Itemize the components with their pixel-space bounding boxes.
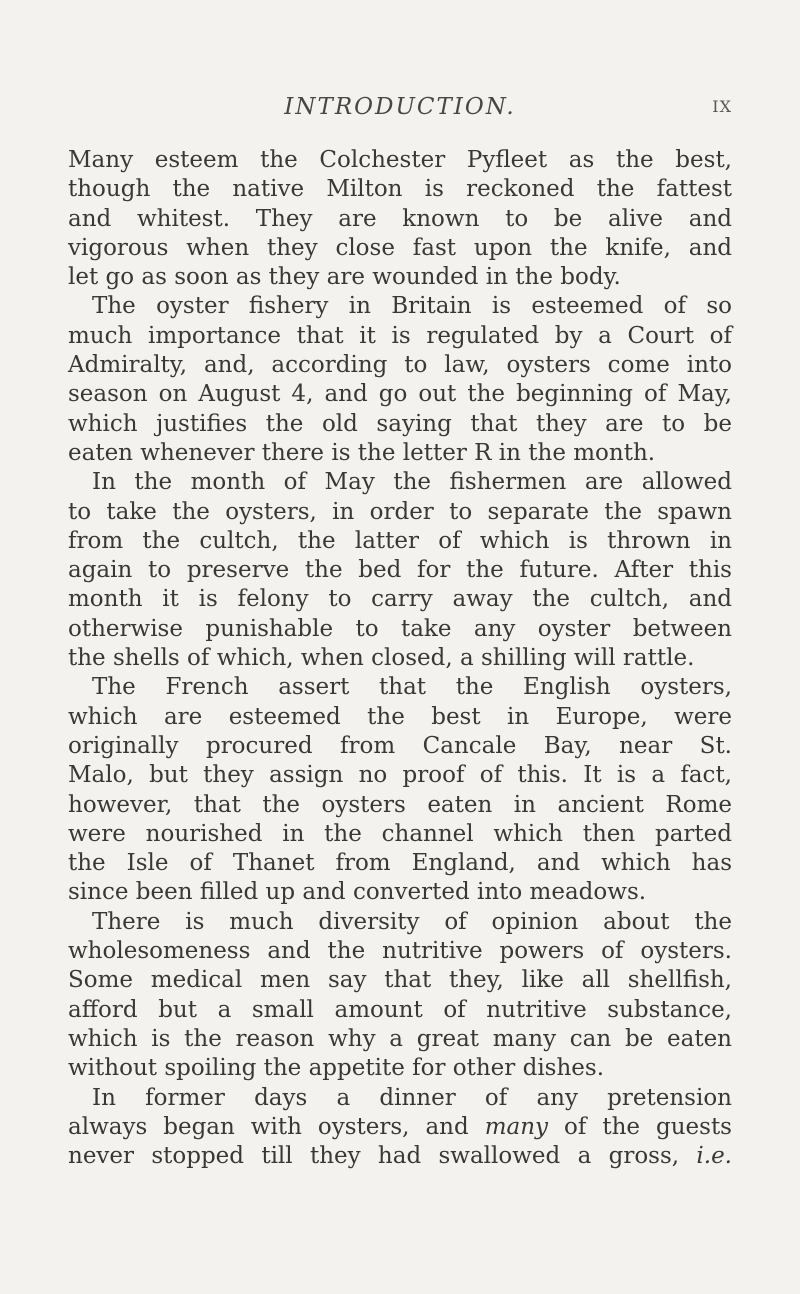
text-run: never stopped till they had swallowed a gross, <box>68 1143 697 1170</box>
paragraph-start-line: The French assert that the English oysters, <box>92 674 732 701</box>
text-line: from the cultch, the latter of which is thrown in <box>68 527 732 554</box>
text-line: since been filled up and converted into meadows. <box>68 879 647 906</box>
paragraph-start-line: In the month of May the fishermen are allowed <box>92 469 732 496</box>
text-line: originally procured from Cancale Bay, near St. <box>68 732 732 759</box>
text-line: otherwise punishable to take any oyster between <box>68 615 732 642</box>
text-line: season on August 4, and go out the beginning of May, <box>68 381 732 408</box>
text-line: though the native Milton is reckoned the fattest <box>68 176 732 203</box>
text-line: Admiralty, and, according to law, oysters come into <box>68 352 732 379</box>
text-line: let go as soon as they are wounded in the body. <box>68 264 621 291</box>
text-line: the shells of which, when closed, a shilling will rattle. <box>68 645 695 672</box>
text-run: always began with oysters, and <box>68 1113 485 1140</box>
paragraph-start-line: In former days a dinner of any pretension <box>92 1084 732 1111</box>
text-line: the Isle of Thanet from England, and which has <box>68 850 732 877</box>
text-line <box>68 1113 732 1142</box>
paragraph-start-line: There is much diversity of opinion about the <box>92 908 732 935</box>
text-line: which justifies the old saying that they are to be <box>68 410 732 437</box>
text-line: again to preserve the bed for the future. After this <box>68 557 732 584</box>
text-line: and whitest. They are known to be alive and <box>68 205 732 232</box>
running-title: INTRODUCTION. <box>284 94 516 120</box>
text-line: without spoiling the appetite for other dishes. <box>68 1055 605 1082</box>
italic-emphasis: many <box>484 1113 549 1140</box>
page-number: IX <box>712 97 732 116</box>
text-line: month it is felony to carry away the cultch, and <box>68 586 732 613</box>
text-line: wholesomeness and the nutritive powers of oysters. <box>68 938 732 965</box>
text-run: of the guests <box>548 1113 732 1140</box>
text-line: were nourished in the channel which then parted <box>68 820 732 847</box>
text-line: vigorous when they close fast upon the knife, and <box>68 234 732 261</box>
text-line: afford but a small amount of nutritive substance, <box>68 996 732 1023</box>
text-line: much importance that it is regulated by a Court of <box>68 322 732 349</box>
text-line: eaten whenever there is the letter R in the month. <box>68 439 656 466</box>
text-line: Malo, but they assign no proof of this. It is a fact, <box>68 762 732 789</box>
running-head <box>68 94 732 128</box>
text-line: Some medical men say that they, like all shellfish, <box>68 967 732 994</box>
text-line <box>68 1142 732 1171</box>
body-text <box>68 146 732 1171</box>
paragraph-start-line: The oyster fishery in Britain is esteemed of so <box>92 293 732 320</box>
text-line: which is the reason why a great many can be eaten <box>68 1025 732 1052</box>
text-line: however, that the oysters eaten in ancient Rome <box>68 791 732 818</box>
text-line: to take the oysters, in order to separate the spawn <box>68 498 732 525</box>
text-line: which are esteemed the best in Europe, were <box>68 703 732 730</box>
italic-emphasis: i.e. <box>696 1143 732 1170</box>
text-line: Many esteem the Colchester Pyfleet as the best, <box>68 147 732 173</box>
